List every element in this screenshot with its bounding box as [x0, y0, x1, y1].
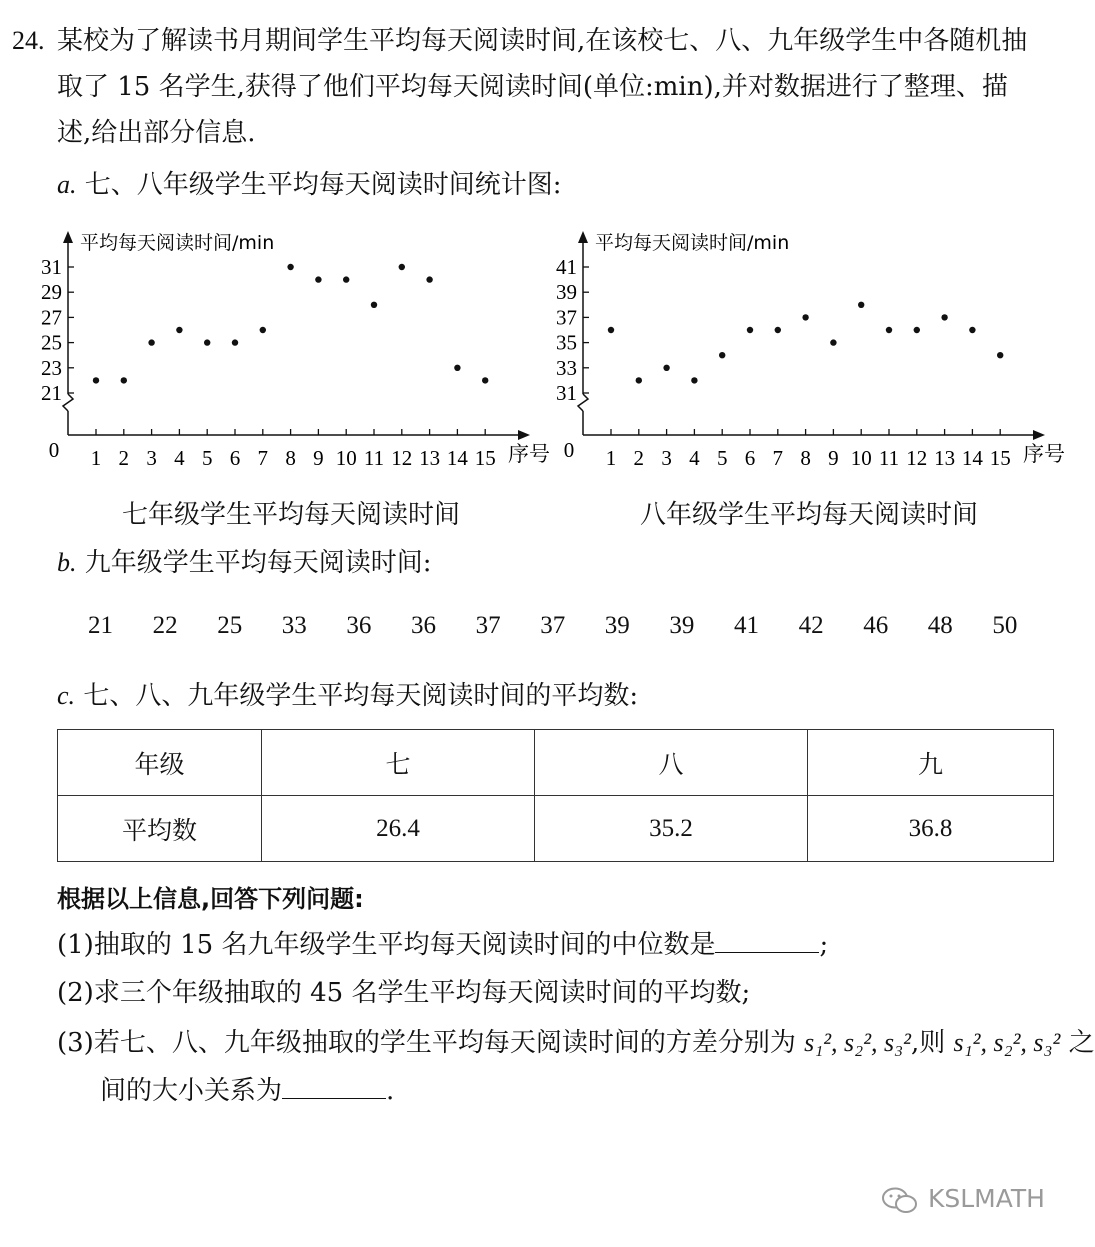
answer-prompt: 根据以上信息,回答下列问题:: [57, 885, 364, 913]
grade9-value: 50: [992, 612, 1018, 639]
data-point: [371, 302, 377, 308]
data-point: [232, 339, 238, 345]
x-tick-label: 11: [878, 446, 900, 470]
grade8-chart-title: 八年级学生平均每天阅读时间: [640, 500, 979, 530]
table-cell: 35.2: [535, 796, 808, 862]
grade9-value: 36: [411, 612, 436, 639]
wechat-icon: [880, 1185, 920, 1215]
data-point: [691, 377, 697, 383]
x-tick-label: 7: [772, 446, 784, 470]
data-point: [802, 314, 808, 320]
x-tick-label: 12: [391, 446, 413, 470]
x-tick-label: 1: [605, 446, 617, 470]
table-cell: 七: [262, 730, 535, 796]
variance-symbols: s₁², s₂², s₃²: [804, 1028, 911, 1057]
intro-line-1: 某校为了解读书月期间学生平均每天阅读时间,在该校七、八、九年级学生中各随机抽: [57, 26, 1028, 56]
x-tick-label: 9: [828, 446, 839, 470]
data-point: [608, 327, 614, 333]
part-b-text: 九年级学生平均每天阅读时间:: [84, 548, 432, 578]
x-tick-label: 3: [661, 446, 672, 470]
question-1-text: (1)抽取的 15 名九年级学生平均每天阅读时间的中位数是: [57, 930, 716, 960]
watermark-text: KSLMATH: [927, 1184, 1045, 1213]
variance-symbols: s₁², s₂², s₃²: [953, 1028, 1061, 1057]
question-3-text: (3)若七、八、九年级抽取的学生平均每天阅读时间的方差分别为: [57, 1028, 796, 1058]
x-tick-label: 8: [285, 446, 296, 470]
data-point: [315, 276, 321, 282]
grade9-value: 21: [88, 612, 113, 639]
y-axis-arrow: [63, 231, 73, 243]
grade9-value: 41: [734, 612, 759, 639]
grade7-chart-title: 七年级学生平均每天阅读时间: [122, 500, 461, 530]
x-tick-label: 15: [474, 446, 496, 470]
x-tick-label: 8: [800, 446, 811, 470]
intro-line-2: 取了 15 名学生,获得了他们平均每天阅读时间(单位:min),并对数据进行了整理、描: [57, 72, 1008, 102]
part-b-label: b.: [57, 548, 77, 577]
question-number: 24.: [12, 26, 45, 55]
y-tick-label: 21: [41, 381, 62, 405]
x-tick-label: 15: [989, 446, 1011, 470]
grade8-scatter-chart: [545, 225, 1080, 475]
grade9-value: 39: [604, 612, 630, 639]
x-tick-label: 5: [201, 446, 213, 470]
y-axis-arrow: [578, 231, 588, 243]
x-axis-arrow: [518, 430, 530, 440]
part-c: [57, 673, 638, 719]
x-tick-label: 10: [850, 446, 872, 470]
y-tick-label: 23: [41, 355, 62, 380]
question-2: (2)求三个年级抽取的 45 名学生平均每天阅读时间的平均数;: [57, 978, 751, 1008]
origin-label: 0: [563, 438, 575, 462]
data-point: [830, 339, 836, 345]
question-3-line-2: [100, 1068, 394, 1114]
x-tick-label: 2: [118, 446, 130, 470]
question-3-line-2-text: 间的大小关系为: [100, 1076, 283, 1106]
data-point: [858, 302, 864, 308]
y-tick-label: 33: [556, 355, 577, 380]
answer-blank-1[interactable]: [715, 930, 819, 953]
data-point: [482, 377, 488, 383]
data-point: [747, 327, 753, 333]
x-tick-label: 13: [934, 446, 956, 470]
grade9-value: 36: [346, 612, 372, 639]
grade9-value: 42: [798, 612, 824, 639]
x-tick-label: 5: [716, 446, 728, 470]
data-point: [343, 276, 349, 282]
data-point: [886, 327, 892, 333]
table-row: [58, 796, 1054, 862]
x-tick-label: 14: [961, 446, 983, 470]
x-tick-label: 11: [363, 446, 385, 470]
question-3-end: .: [386, 1076, 395, 1106]
part-a: [57, 162, 562, 208]
grade9-value: 48: [927, 612, 953, 639]
x-tick-label: 6: [229, 446, 241, 470]
axis-break: [578, 394, 588, 411]
x-axis-label: 序号: [508, 442, 550, 466]
part-a-label: a.: [57, 170, 77, 199]
question-1: [57, 922, 828, 968]
data-point: [176, 327, 182, 333]
data-point: [426, 276, 432, 282]
x-tick-label: 7: [257, 446, 269, 470]
data-point: [941, 314, 947, 320]
origin-label: 0: [48, 438, 60, 462]
y-tick-label: 31: [41, 255, 62, 279]
data-point: [663, 365, 669, 371]
x-tick-label: 4: [174, 446, 185, 470]
table-cell: 九: [808, 730, 1054, 796]
data-point: [775, 327, 781, 333]
x-tick-label: 14: [446, 446, 468, 470]
data-point: [969, 327, 975, 333]
grade9-value: 37: [540, 612, 566, 639]
data-point: [454, 365, 460, 371]
y-tick-label: 29: [41, 280, 62, 305]
x-tick-label: 9: [313, 446, 324, 470]
question-3-text-2: ,则: [910, 1028, 946, 1058]
table-cell: 年级: [58, 730, 262, 796]
intro-line-3: 述,给出部分信息.: [57, 118, 256, 148]
part-b: [57, 540, 432, 586]
table-cell: 36.8: [808, 796, 1054, 862]
axis-break: [63, 394, 73, 411]
average-table: [57, 729, 1054, 862]
table-cell: 26.4: [262, 796, 535, 862]
y-tick-label: 35: [556, 330, 577, 355]
x-axis-label: 序号: [1023, 442, 1065, 466]
x-tick-label: 12: [906, 446, 928, 470]
x-tick-label: 6: [744, 446, 756, 470]
x-tick-label: 2: [633, 446, 645, 470]
watermark: [880, 1184, 1045, 1215]
data-point: [914, 327, 920, 333]
x-tick-label: 10: [335, 446, 357, 470]
table-cell: 八: [535, 730, 808, 796]
data-point: [260, 327, 266, 333]
question-3: [57, 1020, 1095, 1066]
table-header-row: [58, 730, 1054, 796]
y-tick-label: 27: [41, 305, 62, 330]
grade9-value: 37: [475, 612, 501, 639]
x-axis-arrow: [1033, 430, 1045, 440]
grade9-value: 33: [281, 612, 307, 639]
y-tick-label: 39: [556, 280, 577, 305]
grade9-value: 46: [863, 612, 889, 639]
x-tick-label: 3: [146, 446, 157, 470]
x-tick-label: 13: [419, 446, 441, 470]
part-c-text: 七、八、九年级学生平均每天阅读时间的平均数:: [83, 681, 639, 711]
grade9-value: 39: [669, 612, 695, 639]
y-axis-label: 平均每天阅读时间/min: [595, 232, 790, 254]
grade9-value: 25: [217, 612, 243, 639]
x-tick-label: 1: [90, 446, 102, 470]
x-tick-label: 4: [689, 446, 700, 470]
y-tick-label: 37: [556, 305, 577, 330]
answer-blank-3[interactable]: [282, 1076, 386, 1099]
data-point: [93, 377, 99, 383]
question-1-end: ;: [819, 930, 829, 960]
data-point: [997, 352, 1003, 358]
data-point: [121, 377, 127, 383]
data-point: [636, 377, 642, 383]
data-point: [399, 264, 405, 270]
data-point: [719, 352, 725, 358]
grade9-value: 22: [152, 612, 178, 639]
question-3-text-3: 之: [1068, 1028, 1095, 1058]
data-point: [148, 339, 154, 345]
y-tick-label: 41: [556, 255, 577, 279]
y-axis-label: 平均每天阅读时间/min: [80, 232, 275, 254]
y-tick-label: 25: [41, 330, 62, 355]
part-a-text: 七、八年级学生平均每天阅读时间统计图:: [84, 170, 562, 200]
table-cell: 平均数: [58, 796, 262, 862]
part-c-label: c.: [57, 681, 76, 710]
data-point: [287, 264, 293, 270]
data-point: [204, 339, 210, 345]
y-tick-label: 31: [556, 381, 577, 405]
grade7-scatter-chart: [30, 225, 560, 475]
